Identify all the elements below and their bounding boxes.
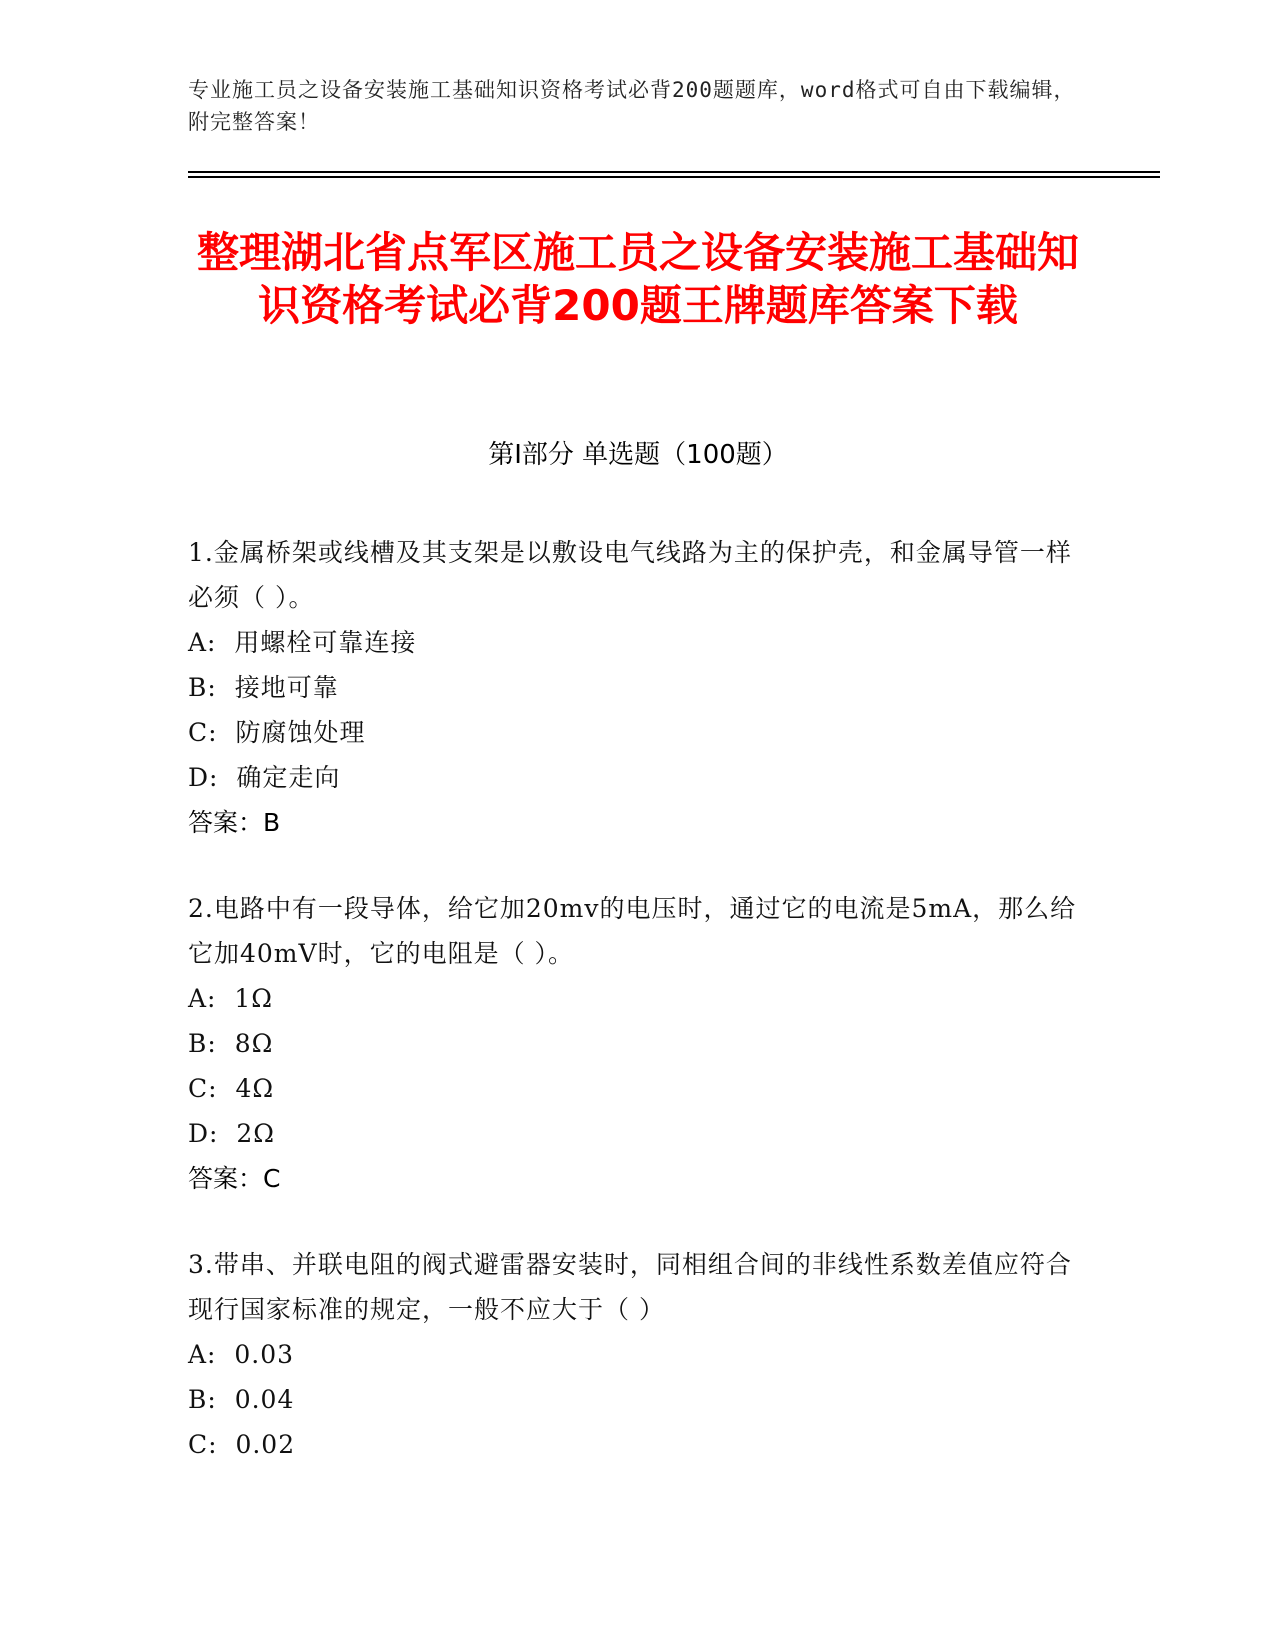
question-stem: 2.电路中有一段导体，给它加20mv的电压时，通过它的电流是5mA，那么给它加40mV时，它的电阻是（ ）。 [188,894,1077,968]
question-stem: 3.带串、并联电阻的阀式避雷器安装时，同相组合间的非线性系数差值应符合现行国家标准的规定，一般不应大于（ ） [188,1250,1072,1324]
option-c: C: 防腐蚀处理 [188,718,366,747]
header-divider-top [188,171,1160,173]
document-title: 整理湖北省点军区施工员之设备安装施工基础知识资格考试必背200题王牌题库答案下载 [196,228,1079,330]
option-d: D: 确定走向 [188,763,341,792]
question-1 [188,530,1088,846]
answer: 答案：B [188,808,281,837]
question-list [188,530,1088,1507]
option-a: A: 1Ω [188,984,274,1013]
answer: 答案：C [188,1164,281,1193]
section-title: 第I部分 单选题（100题） [488,440,788,470]
question-3 [188,1242,1088,1467]
option-c: C: 0.02 [188,1430,296,1459]
header-divider-bottom [188,176,1160,178]
option-c: C: 4Ω [188,1074,275,1103]
option-b: B: 接地可靠 [188,673,339,702]
option-b: B: 8Ω [188,1029,274,1058]
option-a: A: 0.03 [188,1340,295,1369]
option-a: A: 用螺栓可靠连接 [188,628,417,657]
option-d: D: 2Ω [188,1119,275,1148]
header-note: 专业施工员之设备安装施工基础知识资格考试必背200题题库，word格式可自由下载编辑，附完整答案！ [188,78,1076,134]
option-b: B: 0.04 [188,1385,295,1414]
question-stem: 1.金属桥架或线槽及其支架是以敷设电气线路为主的保护壳，和金属导管一样必须（ ）。 [188,538,1072,612]
question-2 [188,886,1088,1202]
